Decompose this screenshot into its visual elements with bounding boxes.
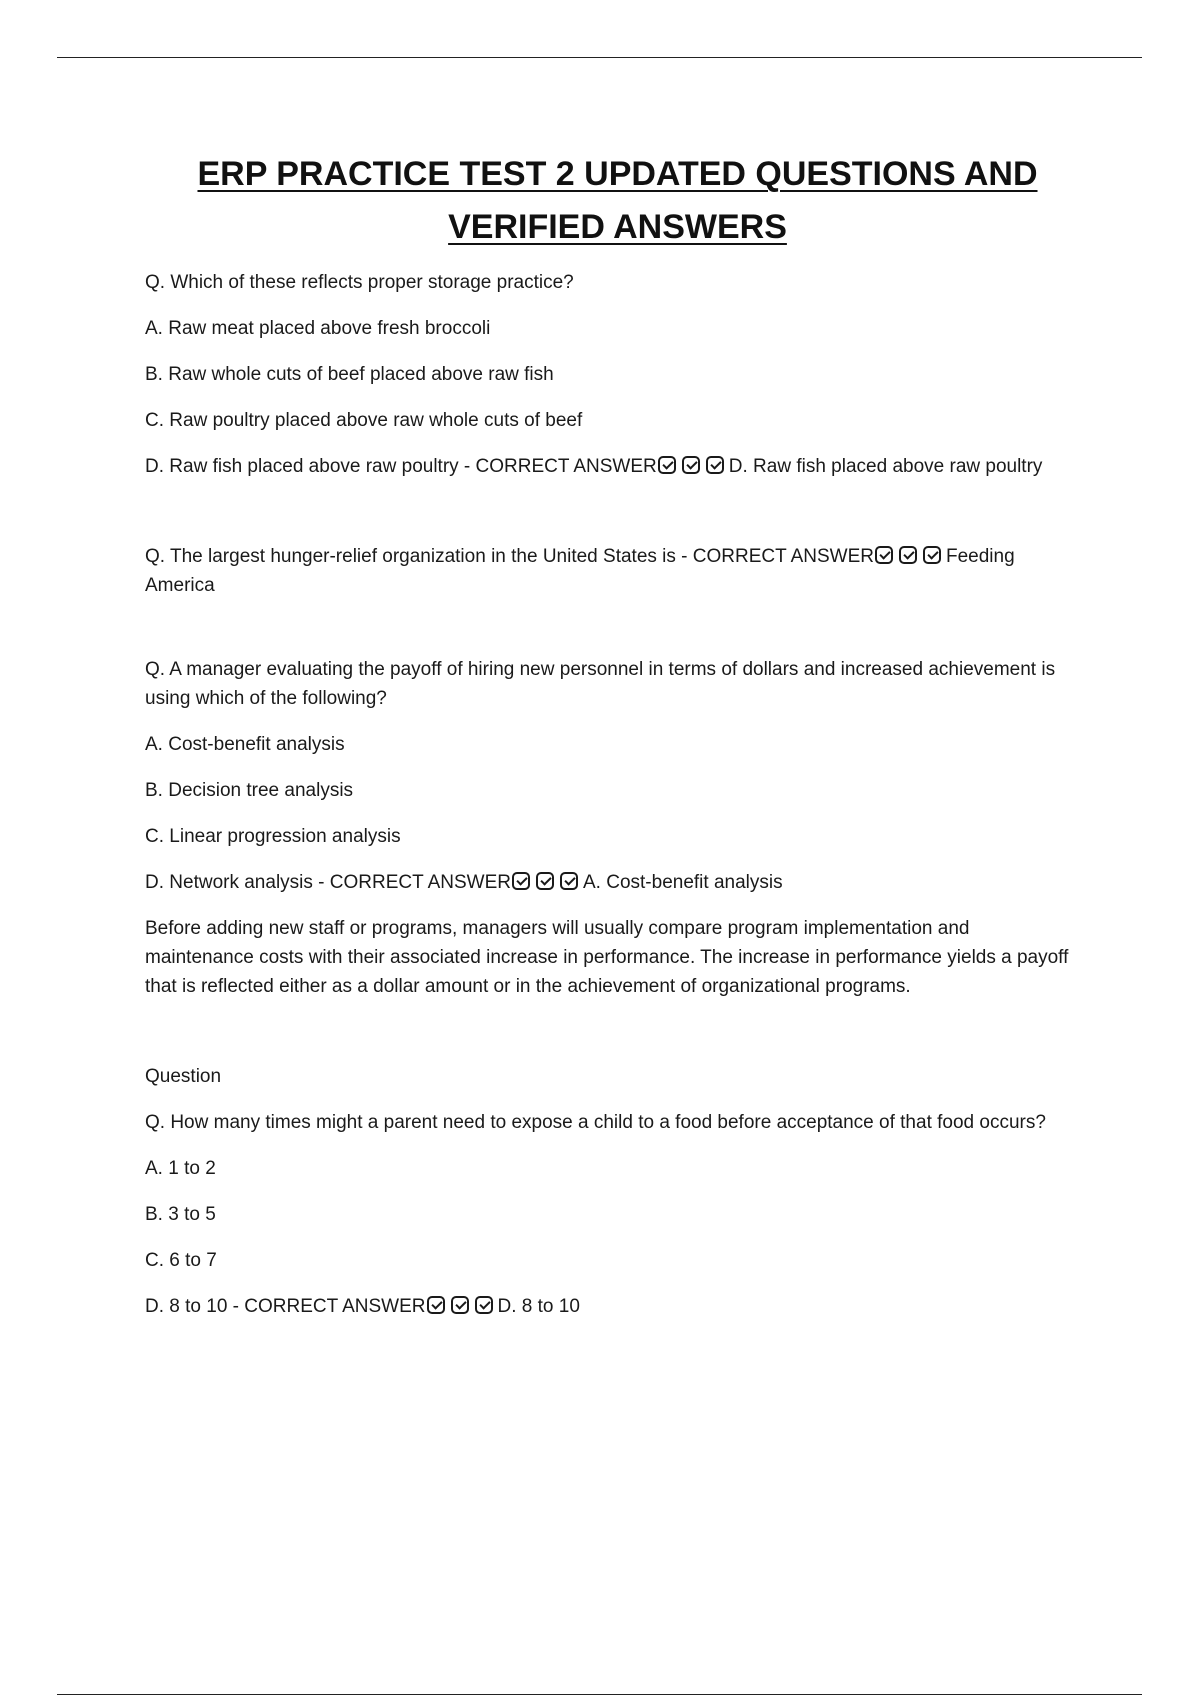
document-body [145,268,1080,1338]
q4-option-d-line [145,1292,1080,1321]
q1-question: Q. Which of these reflects proper storage practice? [145,272,574,293]
q4-option-a: A. 1 to 2 [145,1158,216,1179]
q1-option-a: A. Raw meat placed above fresh broccoli [145,318,491,339]
document-title [100,148,1135,254]
q3-explanation: Before adding new staff or programs, managers will usually compare program implementation and maintenance costs with their associated increase in performance. The increase in performance yields a payoff that is reflected either as a dollar amount or in the achievement of organizational programs. [145,918,1069,997]
q2-question: Q. The largest hunger-relief organization in the United States is - CORRECT ANSWER [145,546,874,567]
q3-option-a: A. Cost-benefit analysis [145,734,345,755]
q4-option-c: C. 6 to 7 [145,1250,217,1271]
q2-answer: Feeding America [145,546,1015,596]
q3-question: Q. A manager evaluating the payoff of hiring new personnel in terms of dollars and increased achievement is using which of the following? [145,659,1056,709]
q1-option-b: B. Raw whole cuts of beef placed above raw fish [145,364,554,385]
q2-line [145,542,1080,600]
checkbox-checked-icon [706,456,724,474]
q3-option-c: C. Linear progression analysis [145,826,401,847]
q4-question: Q. How many times might a parent need to expose a child to a food before acceptance of that food occurs? [145,1112,1046,1133]
q3-option-d-line [145,868,1080,897]
q4-answer: D. 8 to 10 [497,1296,580,1317]
q1-option-d: D. Raw fish placed above raw poultry - CORRECT ANSWER [145,456,657,477]
checkbox-checked-icon [658,456,676,474]
checkbox-checked-icon [682,456,700,474]
q1-option-c: C. Raw poultry placed above raw whole cuts of beef [145,410,583,431]
checkbox-checked-icon [451,1296,469,1314]
checkbox-checked-icon [923,546,941,564]
header-rule [57,57,1142,58]
checkbox-checked-icon [899,546,917,564]
q3-option-b: B. Decision tree analysis [145,780,354,801]
checkbox-checked-icon [875,546,893,564]
footer-rule [57,1694,1142,1695]
q4-option-b: B. 3 to 5 [145,1204,216,1225]
q3-option-d: D. Network analysis - CORRECT ANSWER [145,872,511,893]
title-line-1: ERP PRACTICE TEST 2 UPDATED QUESTIONS AND [197,155,1038,193]
checkbox-checked-icon [427,1296,445,1314]
q1-answer: D. Raw fish placed above raw poultry [728,456,1043,477]
q4-option-d: D. 8 to 10 - CORRECT ANSWER [145,1296,426,1317]
checkbox-checked-icon [475,1296,493,1314]
title-line-2: VERIFIED ANSWERS [448,208,787,246]
q4-heading: Question [145,1066,222,1087]
checkbox-checked-icon [536,872,554,890]
q3-answer: A. Cost-benefit analysis [583,872,783,893]
checkbox-checked-icon [512,872,530,890]
q1-option-d-line [145,452,1080,481]
checkbox-checked-icon [560,872,578,890]
